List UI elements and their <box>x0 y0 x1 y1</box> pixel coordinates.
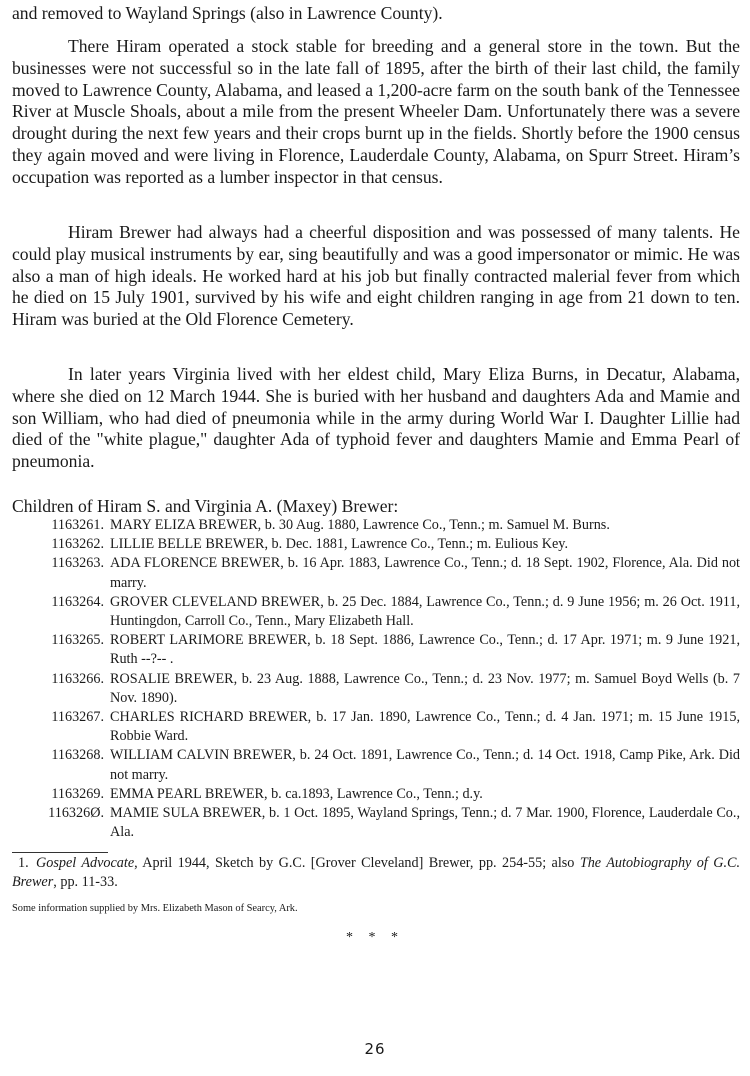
child-number: 1163261. <box>51 517 104 533</box>
footnote-number: 1. <box>18 855 29 871</box>
paragraph-continuation: and removed to Wayland Springs (also in Lawrence County). <box>12 3 443 23</box>
child-description: EMMA PEARL BREWER, b. ca.1893, Lawrence Co., Tenn.; d.y. <box>110 785 483 802</box>
footnote-book-title: The Autobiography of G.C. Brewer <box>12 855 741 891</box>
child-description: ROBERT LARIMORE BREWER, b. 18 Sept. 1886, Lawrence Co., Tenn.; d. 17 Apr. 1971; m. 9 June 1921, Ruth --?-- . <box>110 632 740 668</box>
info-note: Some information supplied by Mrs. Elizabeth Mason of Searcy, Ark. <box>12 903 298 914</box>
child-number: 1163263. <box>51 555 104 572</box>
child-number: 1163266. <box>51 670 104 687</box>
child-number: 1163268. <box>51 747 104 764</box>
child-description: ADA FLORENCE BREWER, b. 16 Apr. 1883, Lawrence Co., Tenn.; d. 18 Sept. 1902, Florence, Ala. Did not marry. <box>110 555 740 591</box>
child-entry <box>12 804 740 842</box>
child-number: 1163265. <box>51 632 104 649</box>
footnote-pages: , pp. 11-33. <box>53 874 118 891</box>
child-description: WILLIAM CALVIN BREWER, b. 24 Oct. 1891, Lawrence Co., Tenn.; d. 14 Oct. 1918, Camp Pike, Ark. Did not marry. <box>110 747 740 783</box>
child-description: CHARLES RICHARD BREWER, b. 17 Jan. 1890, Lawrence Co., Tenn.; d. 4 Jan. 1971; m. 15 June 1915, Robbie Ward. <box>110 709 740 745</box>
child-description: MAMIE SULA BREWER, b. 1 Oct. 1895, Wayland Springs, Tenn.; d. 7 Mar. 1900, Florence, Lauderdale Co., Ala. <box>110 805 740 841</box>
child-entry <box>12 535 740 554</box>
child-description: ROSALIE BREWER, b. 23 Aug. 1888, Lawrence Co., Tenn.; d. 23 Nov. 1977; m. Samuel Boyd Wells (b. 7 Nov. 1890). <box>110 670 740 706</box>
paragraph-stock-stable: There Hiram operated a stock stable for breeding and a general store in the town. But the businesses were not successful so in the late fall of 1895, after the birth of their last child, the family moved to Lawrence County, Alabama, and leased a 1,200-acre farm on the south bank of the Tennessee River at Muscle Shoals, about a mile from the present Wheeler Dam. Unfortunately there was a severe drought during the next few years and their crops burnt up in the fields. Shortly before the 1900 census they again moved and were living in Florence, Lauderdale County, Alabama, on Spurr Street. Hiram’s occupation was reported as a lumber inspector in that census. <box>12 36 740 187</box>
footnote <box>12 854 740 893</box>
child-description: MARY ELIZA BREWER, b. 30 Aug. 1880, Lawrence Co., Tenn.; m. Samuel M. Burns. <box>110 517 610 533</box>
child-entry <box>12 516 740 535</box>
child-entry <box>12 708 740 746</box>
footnote-divider <box>12 852 108 853</box>
child-description: LILLIE BELLE BREWER, b. Dec. 1881, Lawrence Co., Tenn.; m. Eulious Key. <box>110 536 569 553</box>
child-entry <box>12 554 740 592</box>
children-heading: Children of Hiram S. and Virginia A. (Maxey) Brewer: <box>12 496 399 516</box>
child-entry <box>12 785 740 804</box>
child-number: 1163264. <box>51 593 104 610</box>
child-description: GROVER CLEVELAND BREWER, b. 25 Dec. 1884, Lawrence Co., Tenn.; d. 9 June 1956; m. 26 Oct. 1911, Huntingdon, Carroll Co., Tenn., Mary Elizabeth Hall. <box>110 593 740 630</box>
child-number: 1163269. <box>51 785 104 802</box>
footnote-source-title: Gospel Advocate <box>36 855 135 871</box>
paragraph-virginia-later-years: In later years Virginia lived with her eldest child, Mary Eliza Burns, in Decatur, Alabama, where she died on 12 March 1944. She is buried with her husband and daughters Ada and Mamie and son William, who had died of pneumonia while in the army during World War I. Daughter Lillie had died of the "white plague," daughter Ada of typhoid fever and daughters Mamie and Emma Pearl of pneumonia. <box>12 364 740 472</box>
children-list <box>12 516 740 842</box>
child-entry <box>12 746 740 784</box>
child-number: 1163262. <box>51 536 104 553</box>
page-number: 26 <box>364 1040 386 1058</box>
section-separator: * * * <box>346 930 404 945</box>
child-entry <box>12 670 740 708</box>
child-number: 1163267. <box>51 709 104 726</box>
child-entry <box>12 593 740 631</box>
footnote-text: , April 1944, Sketch by G.C. [Grover Cleveland] Brewer, pp. 254-55; also <box>134 855 580 871</box>
child-entry <box>12 631 740 669</box>
paragraph-hiram-character: Hiram Brewer had always had a cheerful disposition and was possessed of many talents. He could play musical instruments by ear, sing beautifully and was a good impersonator or mimic. He was also a man of high ideals. He worked hard at his job but finally contracted malerial fever from which he died on 15 July 1901, survived by his wife and eight children ranging in age from 21 down to ten. Hiram was buried at the Old Florence Cemetery. <box>12 222 740 330</box>
child-number: 116326Ø. <box>48 805 104 822</box>
